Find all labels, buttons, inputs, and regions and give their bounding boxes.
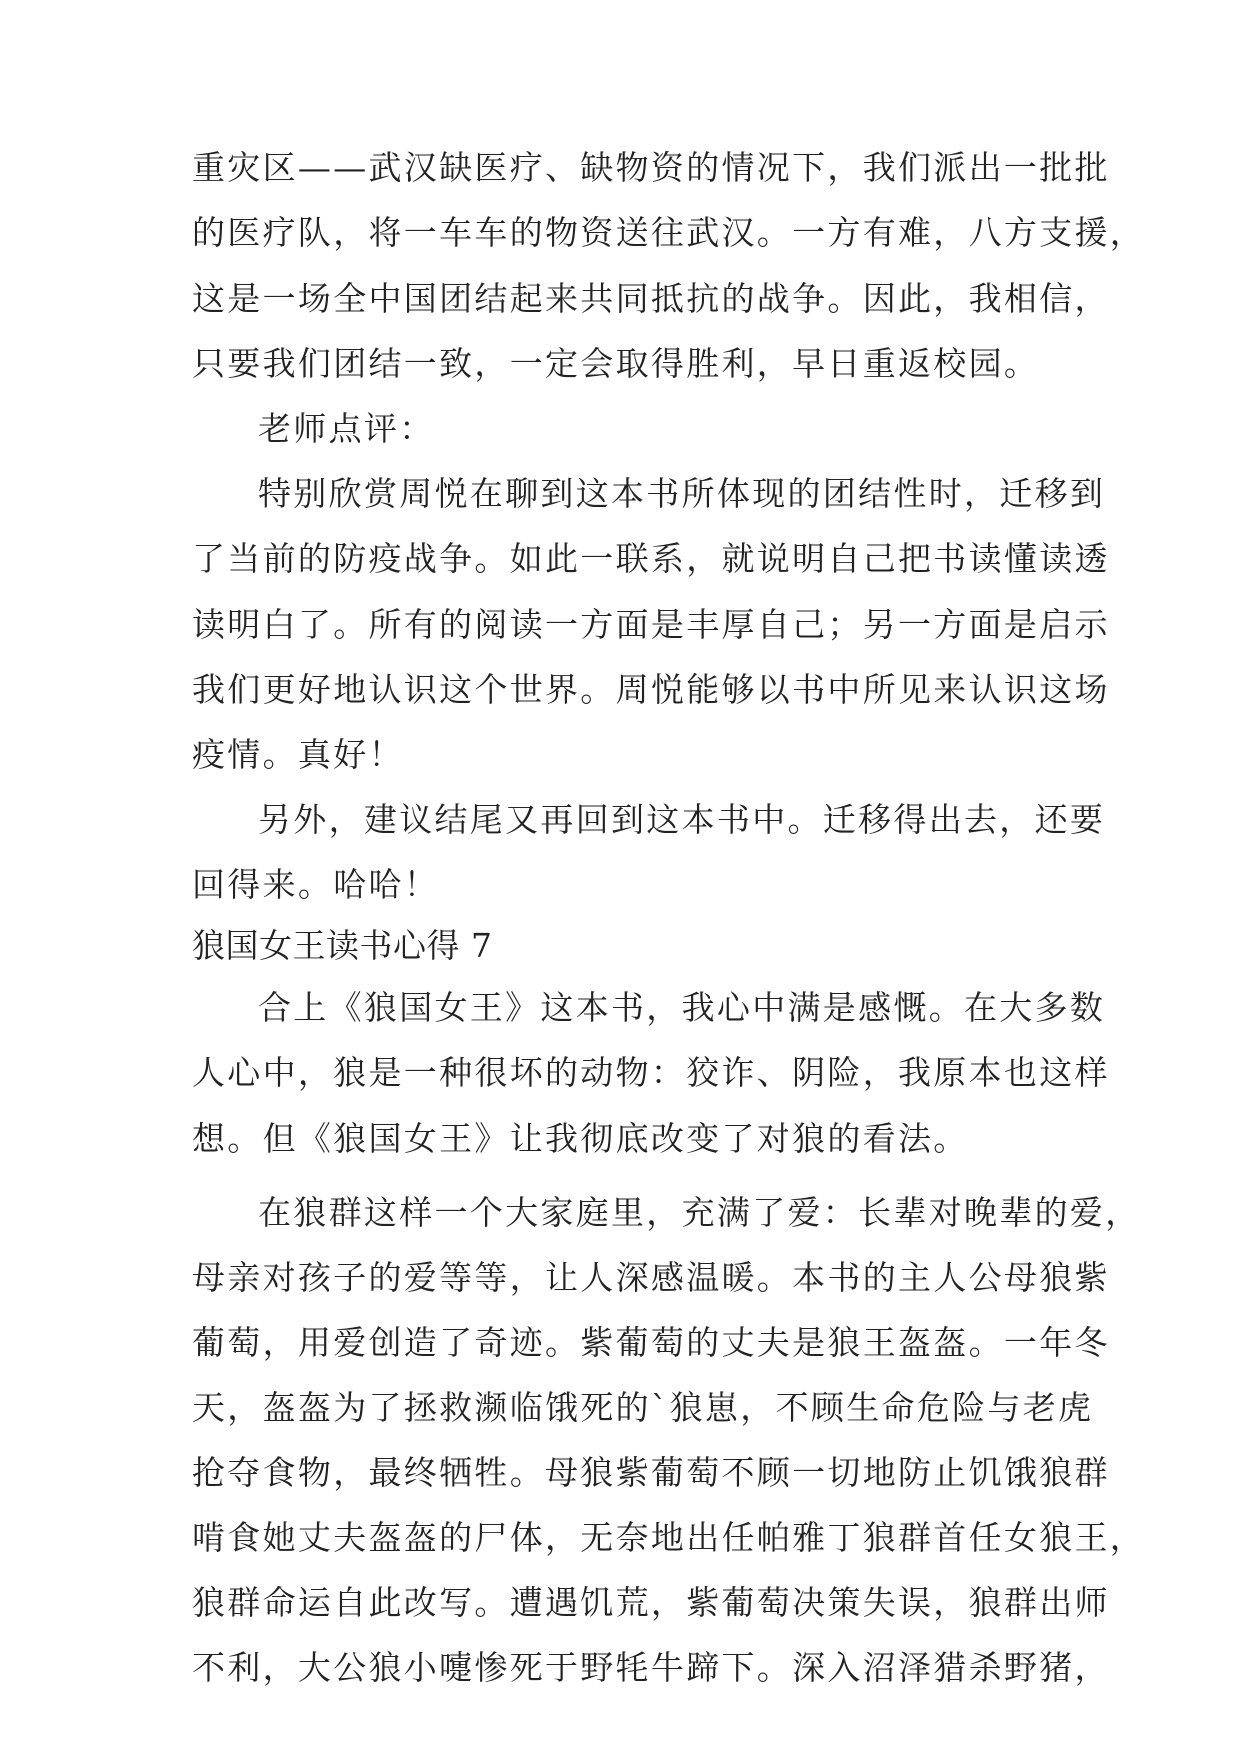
text-line: 抢夺食物，最终牺牲。母狼紫葡萄不顾一切地防止饥饿狼群	[192, 1453, 1110, 1492]
comment-label: 老师点评：	[258, 409, 435, 448]
text-line: 另外，建议结尾又再回到这本书中。迁移得出去，还要	[258, 800, 1106, 839]
text-line: 重灾区——武汉缺医疗、缺物资的情况下，我们派出一批批	[192, 148, 1110, 187]
text-line: 狼群命运自此改写。遭遇饥荒，紫葡萄决策失误，狼群出师	[192, 1583, 1110, 1622]
text-line: 合上《狼国女王》这本书，我心中满是感慨。在大多数	[258, 988, 1106, 1027]
text-line: 想。但《狼国女王》让我彻底改变了对狼的看法。	[192, 1119, 969, 1158]
section-title: 狼国女王读书心得 7	[192, 926, 493, 965]
text-line: 我们更好地认识这个世界。周悦能够以书中所见来认识这场	[192, 670, 1110, 709]
text-line: 母亲对孩子的爱等等，让人深感温暖。本书的主人公母狼紫	[192, 1258, 1110, 1297]
text-line: 只要我们团结一致，一定会取得胜利，早日重返校园。	[192, 344, 1040, 383]
text-line: 疫情。真好！	[192, 735, 404, 774]
text-line: 不利，大公狼小嚏惨死于野牦牛蹄下。深入沼泽猎杀野猪，	[192, 1648, 1110, 1687]
text-line: 的医疗队，将一车车的物资送往武汉。一方有难，八方支援，	[192, 213, 1146, 252]
text-line: 特别欣赏周悦在聊到这本书所体现的团结性时，迁移到	[258, 474, 1106, 513]
text-line: 回得来。哈哈！	[192, 865, 440, 904]
text-line: 葡萄，用爱创造了奇迹。紫葡萄的丈夫是狼王盔盔。一年冬	[192, 1323, 1110, 1362]
text-line: 人心中，狼是一种很坏的动物：狡诈、阴险，我原本也这样	[192, 1053, 1110, 1092]
text-line: 这是一场全中国团结起来共同抵抗的战争。因此，我相信，	[192, 279, 1110, 318]
text-line: 啃食她丈夫盔盔的尸体，无奈地出任帕雅丁狼群首任女狼王，	[192, 1518, 1146, 1557]
text-line: 了当前的防疫战争。如此一联系，就说明自己把书读懂读透	[192, 539, 1110, 578]
text-line: 天，盔盔为了拯救濒临饿死的`狼崽，不顾生命危险与老虎	[192, 1388, 1094, 1427]
text-line: 在狼群这样一个大家庭里，充满了爱：长辈对晚辈的爱，	[258, 1193, 1141, 1232]
text-line: 读明白了。所有的阅读一方面是丰厚自己；另一方面是启示	[192, 605, 1110, 644]
